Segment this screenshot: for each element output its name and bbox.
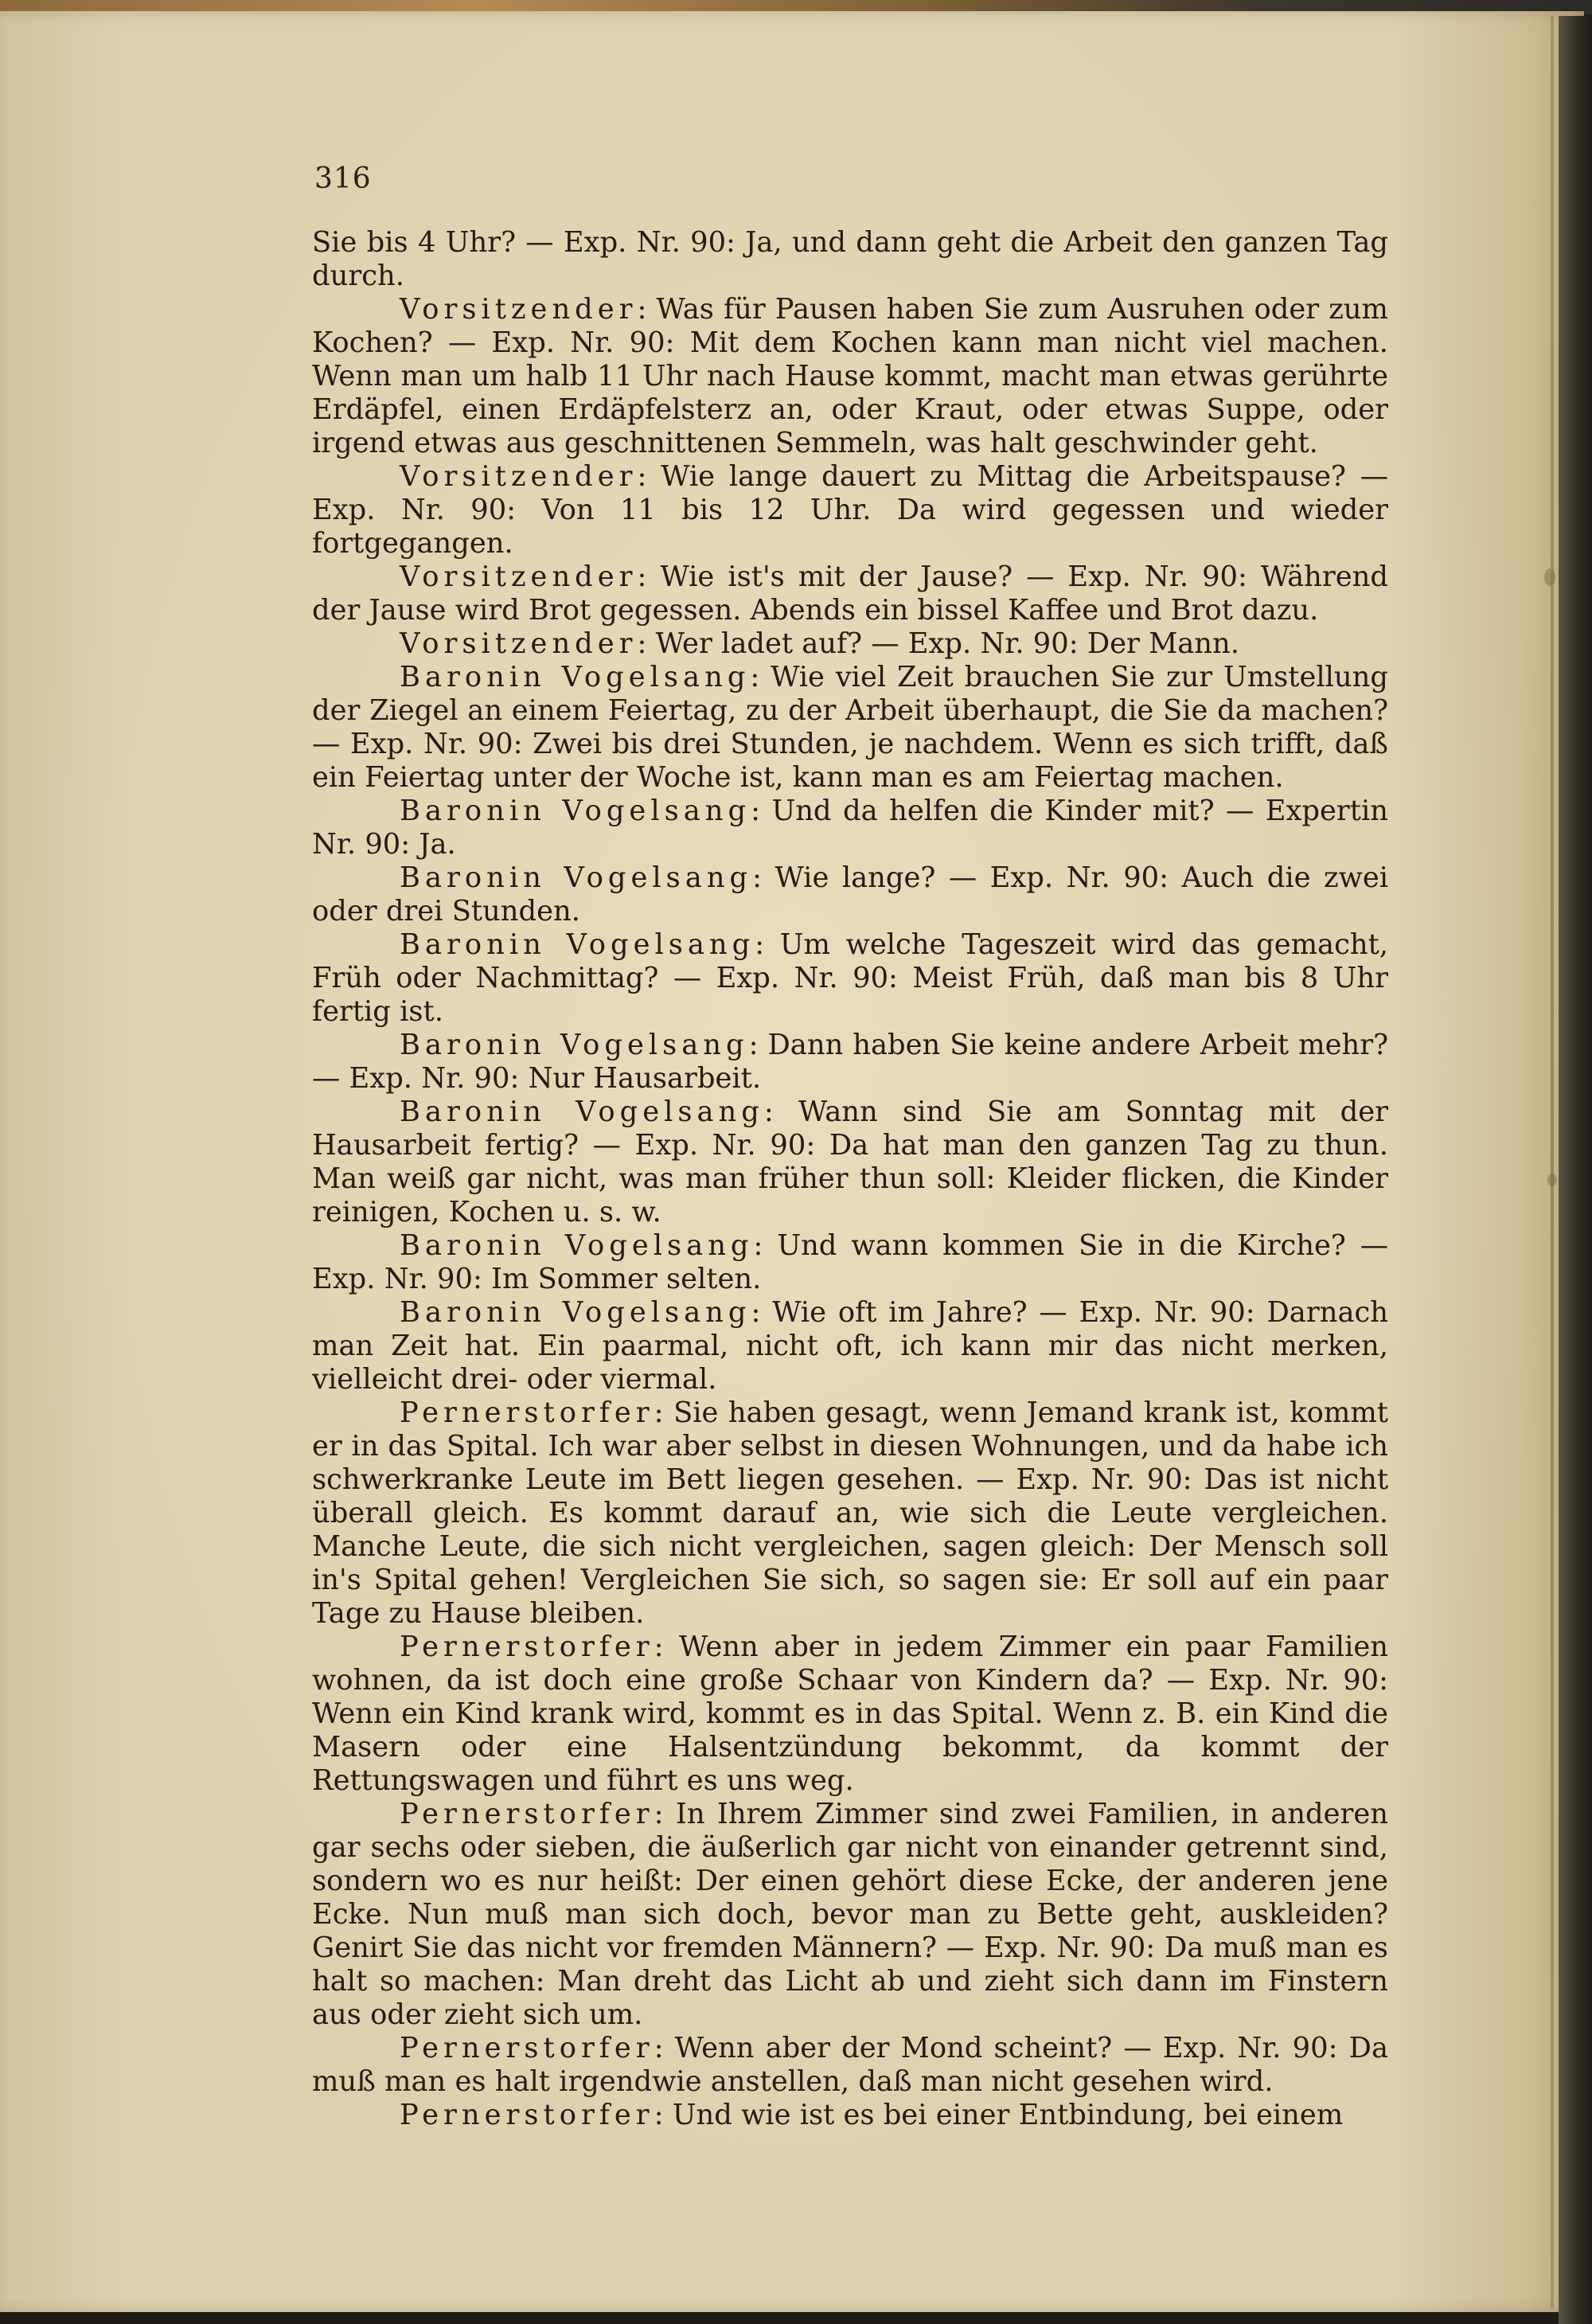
paragraph: [312, 1798, 1388, 2032]
paragraph: [312, 293, 1388, 460]
paragraph-text: : In Ihrem Zimmer sind zwei Familien, in anderen gar sechs oder sieben, die äußerlich gar nicht von einander getrennt sind, sondern wo es nur heißt: Der einen gehört diese Ecke, der anderen jene Ecke. Nun muß man sich doch, bevor man zu Bette geht, auskleiden? Genirt Sie das nicht vor fremden Männern? — Exp. Nr. 90: Da muß man es halt so machen: Man dreht das Licht ab und zieht sich dann im Finstern aus oder zieht sich um.: [312, 1798, 1388, 2031]
speaker-name: Baronin Vogelsang: [400, 1029, 749, 1061]
paragraph: [312, 661, 1388, 795]
page-number: 316: [314, 162, 372, 195]
page-edge-line: [1551, 16, 1554, 2309]
speaker-name: Pernerstorfer: [400, 1396, 654, 1429]
paragraph: [312, 460, 1388, 560]
paragraph: [312, 560, 1388, 627]
paragraph-text: : Wie lange? — Exp. Nr. 90: Auch die zwei oder drei Stunden.: [312, 861, 1388, 928]
speaker-name: Pernerstorfer: [400, 2099, 654, 2131]
paragraph-text: : Wenn aber der Mond scheint? — Exp. Nr. 90: Da muß man es halt irgendwie anstellen, daß man nicht gesehen wird.: [312, 2032, 1388, 2098]
paragraph-text: : Wer ladet auf? — Exp. Nr. 90: Der Mann.: [637, 627, 1239, 660]
paragraph-text: : Und da helfen die Kinder mit? — Expertin Nr. 90: Ja.: [312, 795, 1388, 861]
page-text: [312, 226, 1388, 2132]
speaker-name: Baronin Vogelsang: [400, 861, 753, 894]
paragraph: [312, 627, 1388, 661]
paragraph-text: : Wie ist's mit der Jause? — Exp. Nr. 90: Während der Jause wird Brot gegessen. Abends ein bissel Kaffee und Brot dazu.: [312, 560, 1388, 627]
paragraph: [312, 795, 1388, 861]
paragraph-text: : Wenn aber in jedem Zimmer ein paar Familien wohnen, da ist doch eine große Schaar von Kindern da? — Exp. Nr. 90: Wenn ein Kind krank wird, kommt es in das Spital. Wenn z. B. ein Kind die Masern oder eine Halsentzündung bekommt, da kommt der Rettungswagen und führt es uns weg.: [312, 1631, 1388, 1797]
paragraph: [312, 226, 1388, 293]
paragraph: [312, 1631, 1388, 1798]
paragraph: [312, 928, 1388, 1029]
paragraph: [312, 1296, 1388, 1396]
speaker-name: Vorsitzender: [400, 560, 638, 593]
speaker-name: Vorsitzender: [400, 460, 638, 493]
paragraph-text: : Und wann kommen Sie in die Kirche? — Exp. Nr. 90: Im Sommer selten.: [312, 1229, 1388, 1295]
speaker-name: Baronin Vogelsang: [400, 1229, 754, 1262]
speaker-name: Vorsitzender: [400, 627, 638, 660]
paragraph-text: : Und wie ist es bei einer Entbindung, bei einem: [654, 2099, 1344, 2131]
speaker-name: Baronin Vogelsang: [400, 1296, 751, 1329]
book-page: [0, 11, 1584, 2312]
paragraph-text: : Sie haben gesagt, wenn Jemand krank ist, kommt er in das Spital. Ich war aber selbst in diesen Wohnungen, und da habe ich schwerkranke Leute im Bett liegen gesehen. — Exp. Nr. 90: Das ist nicht überall gleich. Es kommt darauf an, wie sich die Leute vergleichen. Manche Leute, die sich nicht vergleichen, sagen gleich: Der Mensch soll in's Spital gehen! Vergleichen Sie sich, so sagen sie: Er soll auf ein paar Tage zu Hause bleiben.: [312, 1396, 1388, 1630]
paragraph-text: Sie bis 4 Uhr? — Exp. Nr. 90: Ja, und dann geht die Arbeit den ganzen Tag durch.: [312, 226, 1388, 292]
paragraph: [312, 2099, 1388, 2132]
paragraph-text: : Was für Pausen haben Sie zum Ausruhen oder zum Kochen? — Exp. Nr. 90: Mit dem Kochen kann man nicht viel machen. Wenn man um halb 11 Uhr nach Hause kommt, macht man etwas gerührte Erdäpfel, einen Erdäpfelsterz an, oder Kraut, oder etwas Suppe, oder irgend etwas aus geschnittenen Semmeln, was halt geschwinder geht.: [312, 293, 1388, 459]
paragraph-text: : Wann sind Sie am Sonntag mit der Hausarbeit fertig? — Exp. Nr. 90: Da hat man den ganzen Tag zu thun. Man weiß gar nicht, was man früher thun soll: Kleider flicken, die Kinder reinigen, Kochen u. s. w.: [312, 1096, 1388, 1228]
speaker-name: Baronin Vogelsang: [400, 661, 751, 693]
speaker-name: Baronin Vogelsang: [400, 928, 755, 961]
paragraph-text: : Um welche Tageszeit wird das gemacht, Früh oder Nachmittag? — Exp. Nr. 90: Meist Früh, daß man bis 8 Uhr fertig ist.: [312, 928, 1389, 1028]
speaker-name: Pernerstorfer: [400, 1798, 654, 1830]
paragraph: [312, 1096, 1388, 1229]
paragraph-text: : Wie viel Zeit brauchen Sie zur Umstellung der Ziegel an einem Feiertag, zu der Arbeit überhaupt, die Sie da machen? — Exp. Nr. 90: Zwei bis drei Stunden, je nachdem. Wenn es sich trifft, daß ein Feiertag unter der Woche ist, kann man es am Feiertag machen.: [312, 661, 1388, 794]
speaker-name: Vorsitzender: [400, 293, 638, 326]
speaker-name: Baronin Vogelsang: [400, 795, 751, 827]
paragraph-text: : Dann haben Sie keine andere Arbeit mehr? — Exp. Nr. 90: Nur Hausarbeit.: [312, 1029, 1388, 1095]
paragraph-text: : Wie lange dauert zu Mittag die Arbeitspause? — Exp. Nr. 90: Von 11 bis 12 Uhr. Da wird gegessen und wieder fortgegangen.: [312, 460, 1388, 560]
paragraph: [312, 2032, 1388, 2099]
speaker-name: Pernerstorfer: [400, 1631, 654, 1663]
speaker-name: Baronin Vogelsang: [400, 1096, 764, 1128]
paragraph: [312, 861, 1388, 928]
paragraph: [312, 1029, 1388, 1096]
paragraph: [312, 1229, 1388, 1296]
paragraph: [312, 1396, 1388, 1631]
paragraph-text: : Wie oft im Jahre? — Exp. Nr. 90: Darnach man Zeit hat. Ein paarmal, nicht oft, ich kann mir das nicht merken, vielleicht drei- oder viermal.: [312, 1296, 1388, 1396]
speaker-name: Pernerstorfer: [400, 2032, 654, 2064]
book-binding-edge: [1559, 16, 1592, 2324]
